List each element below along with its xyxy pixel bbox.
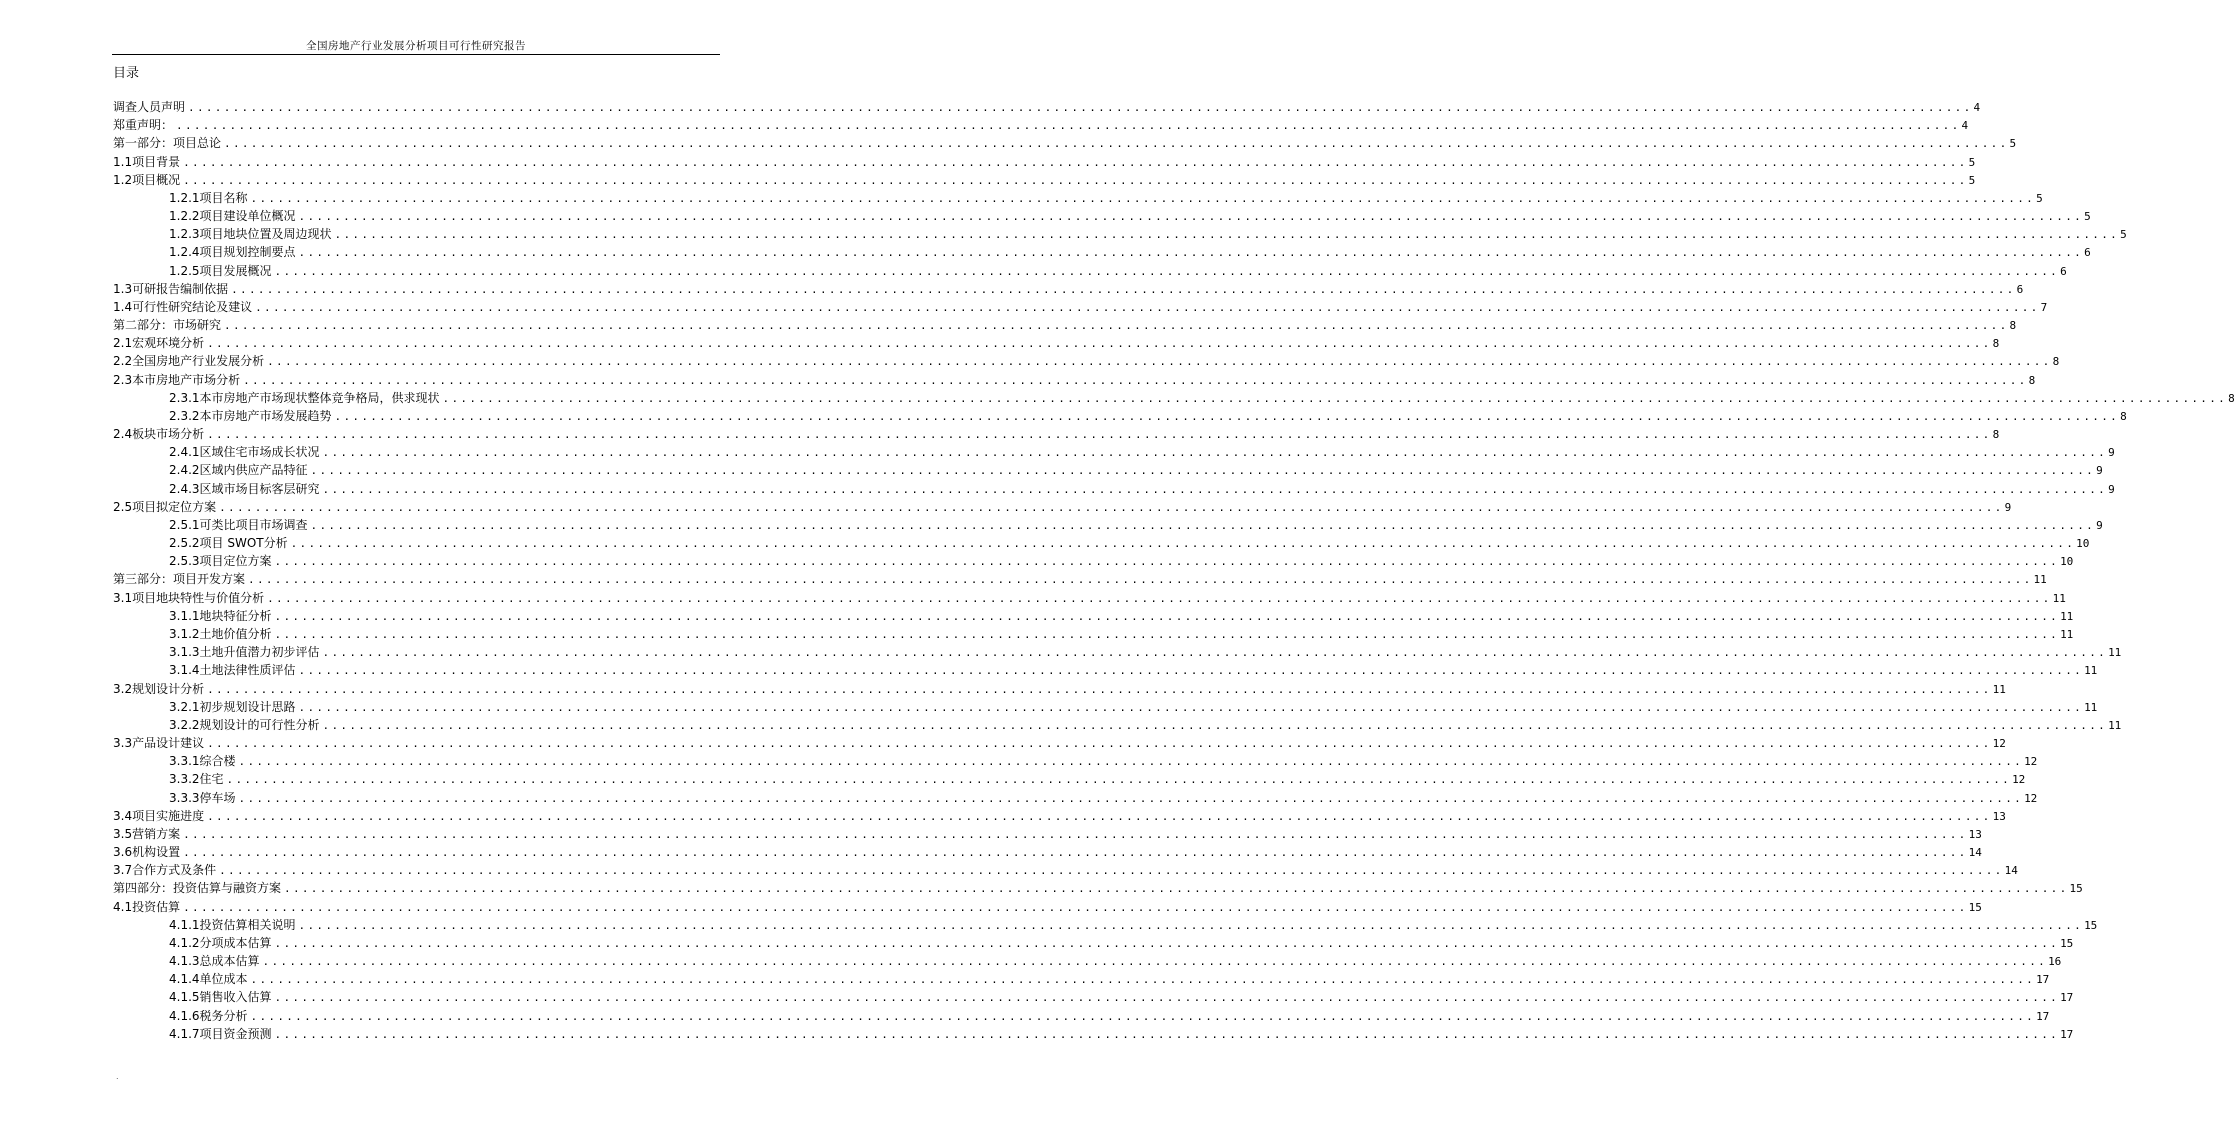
toc-dot-leader: ........................................................................................................................................................................................................ [188,101,1973,114]
toc-entry[interactable] [113,480,2115,498]
toc-page-number: 6 [2060,264,2067,278]
page-header: 全国房地产行业发展分析项目可行性研究报告 [306,40,526,52]
toc-entry-label: 1.4可行性研究结论及建议 [113,299,253,314]
toc-entry-label: 3.3.2住宅 [169,772,224,787]
toc-dot-leader: ........................................................................................................................................................................................................ [298,246,2084,260]
toc-entry-label: 调查人员声明 [113,100,186,114]
toc-page-number: 15 [2060,936,2074,950]
toc-dot-leader: ........................................................................................................................................................................................................ [183,827,1968,841]
toc-entry[interactable] [113,916,2098,934]
toc-dot-leader: ........................................................................................................................................................................................................ [250,1009,2036,1023]
toc-entry[interactable] [113,153,1976,171]
toc-entry[interactable] [113,807,2006,825]
toc-entry-label: 3.3产品设计建议 [113,736,205,751]
toc-entry-label: 3.1.1地块特征分析 [169,608,272,623]
toc-entry[interactable] [113,625,2074,643]
toc-entry[interactable] [113,425,2000,443]
toc-entry-label: 1.2.1项目名称 [169,190,248,205]
toc-page-number: 12 [1992,737,2006,751]
toc-dot-leader: ........................................................................................................................................................................................................ [219,864,2004,878]
toc-page-number: 8 [2009,319,2017,333]
toc-dot-leader: ........................................................................................................................................................................................................ [290,537,2076,551]
toc-dot-leader: ........................................................................................................................................................................................................ [274,936,2060,950]
toc-page-number: 9 [2108,482,2115,496]
toc-entry[interactable] [113,934,2074,952]
toc-dot-leader: ........................................................................................................................................................................................................ [262,955,2048,969]
toc-dot-leader: ........................................................................................................................................................................................................ [298,700,2084,714]
toc-entry-label: 第三部分：项目开发方案 [113,572,246,587]
toc-dot-leader: ........................................................................................................................................................................................................ [310,464,2096,478]
toc-entry[interactable] [113,443,2115,461]
toc-page-number: 10 [2076,537,2090,551]
toc-page-number: 15 [2069,882,2083,896]
toc-page-number: 9 [2004,500,2012,514]
toc-entry[interactable] [113,825,1982,843]
toc-entry[interactable] [113,843,1982,861]
toc-entry-label: 4.1.3总成本估算 [169,954,260,969]
toc-entry[interactable] [113,316,2017,334]
toc-page-number: 15 [2084,918,2098,932]
toc-entry[interactable] [113,98,1981,116]
toc-page-number: 11 [2084,700,2098,714]
toc-page-number: 14 [2004,864,2018,878]
toc-dot-leader: ........................................................................................................................................................................................................ [219,500,2004,514]
toc-entry-label: 2.5.3项目定位方案 [169,554,272,569]
toc-dot-leader: ........................................................................................................................................................................................................ [442,391,2228,405]
toc-page-number: 11 [2060,609,2074,623]
toc-entry[interactable] [113,988,2074,1006]
toc-entry-label: 3.3.3停车场 [169,790,236,805]
toc-entry-label: 1.2.2项目建设单位概况 [169,209,296,224]
toc-dot-leader: ........................................................................................................................................................................................................ [310,518,2096,532]
toc-dot-leader: ........................................................................................................................................................................................................ [322,482,2108,496]
toc-entry[interactable] [113,298,2048,316]
toc-page-number: 8 [2028,373,2036,387]
toc-entry-label: 3.5营销方案 [113,826,181,841]
toc-page-number: 17 [2060,1027,2074,1041]
toc-dot-leader: ........................................................................................................................................................................................................ [298,210,2084,224]
toc-dot-leader: ........................................................................................................................................................................................................ [298,918,2084,932]
toc-entry[interactable] [113,243,2091,261]
toc-entry-label: 2.3本市房地产市场分析 [113,372,241,387]
toc-entry-label: 3.4项目实施进度 [113,808,205,823]
toc-entry[interactable] [113,770,2026,788]
toc-entry-label: 2.3.2本市房地产市场发展趋势 [169,408,332,423]
toc-dot-leader: ........................................................................................................................................................................................................ [250,191,2036,205]
toc-entry[interactable] [113,407,2127,425]
toc-entry[interactable] [113,189,2043,207]
toc-entry[interactable] [113,789,2038,807]
toc-page-number: 4 [1961,119,1969,133]
toc-dot-leader: ........................................................................................................................................................................................................ [183,155,1968,169]
toc-entry[interactable] [113,262,2067,280]
toc-entry[interactable] [113,607,2074,625]
toc-page-number: 8 [2120,409,2127,423]
toc-entry[interactable] [113,879,2083,897]
toc-dot-leader: ........................................................................................................................................................................................................ [224,137,2009,151]
toc-entry-label: 2.4.3区域市场目标客层研究 [169,481,320,496]
toc-entry[interactable] [113,134,2017,152]
toc-entry-label: 1.1项目背景 [113,154,181,169]
toc-dot-leader: ........................................................................................................................................................................................................ [224,319,2009,333]
toc-entry-label: 2.5项目拟定位方案 [113,499,217,514]
toc-entry-label: 2.1宏观环境分析 [113,336,205,351]
toc-entry-label: 4.1.2分项成本估算 [169,935,272,950]
footer-mark: . [116,1072,119,1081]
toc-page-number: 5 [2120,228,2127,242]
toc-page-number: 11 [2033,573,2047,587]
toc-entry[interactable] [113,116,1969,134]
toc-entry-label: 2.3.1本市房地产市场现状整体竞争格局，供求现状 [169,390,440,405]
toc-page-number: 6 [2084,246,2091,260]
header-divider [112,54,720,55]
toc-entry[interactable] [113,570,2047,588]
toc-page-number: 9 [2108,446,2115,460]
toc-entry-label: 3.1.4土地法律性质评估 [169,663,296,678]
toc-dot-leader: ........................................................................................................................................................................................................ [238,755,2024,769]
toc-entry-label: 1.2.3项目地块位置及周边现状 [169,227,332,242]
toc-page-number: 8 [1992,337,2000,351]
toc-page-number: 11 [2108,718,2122,732]
toc-dot-leader: ........................................................................................................................................................................................................ [322,718,2108,732]
toc-entry[interactable] [113,898,1982,916]
toc-entry-label: 第二部分：市场研究 [113,318,222,333]
toc-entry-label: 2.4板块市场分析 [113,427,205,442]
toc-entry[interactable] [113,371,2036,389]
toc-page-number: 13 [1968,827,1982,841]
toc-entry[interactable] [113,680,2006,698]
toc-page-number: 5 [2009,137,2017,151]
toc-entry-label: 2.4.2区域内供应产品特征 [169,463,308,478]
toc-page-number: 9 [2096,464,2103,478]
toc-entry[interactable] [113,461,2103,479]
toc-page-number: 6 [2016,282,2024,296]
toc-dot-leader: ........................................................................................................................................................................................................ [207,809,1992,823]
toc-dot-leader: ........................................................................................................................................................................................................ [322,446,2108,460]
toc-dot-leader: ........................................................................................................................................................................................................ [298,664,2084,678]
toc-entry-label: 4.1.7项目资金预测 [169,1026,272,1041]
toc-entry[interactable] [113,534,2090,552]
toc-page-number: 8 [2052,355,2060,369]
toc-entry[interactable] [113,752,2038,770]
toc-entry[interactable] [113,171,1976,189]
toc-dot-leader: ........................................................................................................................................................................................................ [207,337,1992,351]
toc-page-number: 12 [2024,791,2038,805]
toc-page-number: 15 [1968,900,1982,914]
toc-dot-leader: ........................................................................................................................................................................................................ [248,573,2033,587]
toc-dot-leader: ........................................................................................................................................................................................................ [274,264,2060,278]
toc-dot-leader: ........................................................................................................................................................................................................ [274,555,2060,569]
toc-page-number: 4 [1973,101,1981,114]
toc-entry[interactable] [113,516,2103,534]
toc-page-number: 5 [1968,155,1976,169]
toc-page-number: 11 [2084,664,2098,678]
toc-dot-leader: ........................................................................................................................................................................................................ [183,846,1968,860]
toc-dot-leader: ........................................................................................................................................................................................................ [231,282,2016,296]
toc-entry[interactable] [113,352,2060,370]
toc-page-number: 11 [2052,591,2066,605]
toc-entry[interactable] [113,552,2074,570]
toc-page-number: 7 [2040,300,2048,314]
toc-page-number: 12 [2024,755,2038,769]
toc-title: 目录 [113,66,140,81]
toc-entry[interactable] [113,207,2091,225]
toc-dot-leader: ........................................................................................................................................................................................................ [322,646,2108,660]
toc-entry-label: 2.2全国房地产行业发展分析 [113,354,265,369]
toc-entry[interactable] [113,498,2012,516]
toc-entry-label: 1.2.5项目发展概况 [169,263,272,278]
toc-dot-leader: ........................................................................................................................................................................................................ [267,355,2052,369]
toc-page-number: 5 [2084,210,2091,224]
toc-page-number: 14 [1968,846,1982,860]
toc-dot-leader: ........................................................................................................................................................................................................ [274,991,2060,1005]
toc-dot-leader: ........................................................................................................................................................................................................ [267,591,2052,605]
toc-entry-label: 2.4.1区域住宅市场成长状况 [169,445,320,460]
toc-entry-label: 第四部分：投资估算与融资方案 [113,881,282,896]
toc-dot-leader: ........................................................................................................................................................................................................ [176,119,1961,133]
toc-entry[interactable] [113,280,2024,298]
toc-entry[interactable] [113,334,2000,352]
toc-dot-leader: ........................................................................................................................................................................................................ [207,682,1992,696]
toc-entry-label: 1.2项目概况 [113,172,181,187]
toc-entry-label: 3.2.1初步规划设计思路 [169,699,296,714]
toc-page-number: 11 [2108,646,2122,660]
toc-dot-leader: ........................................................................................................................................................................................................ [183,173,1968,187]
toc-entry[interactable] [113,970,2050,988]
toc-dot-leader: ........................................................................................................................................................................................................ [334,228,2120,242]
toc-page-number: 17 [2060,991,2074,1005]
toc-dot-leader: ........................................................................................................................................................................................................ [274,627,2060,641]
toc-entry[interactable] [113,1007,2050,1025]
toc-entry[interactable] [113,389,2235,407]
toc-entry[interactable] [113,734,2006,752]
toc-entry[interactable] [113,643,2122,661]
toc-entry-label: 3.1项目地块特性与价值分析 [113,590,265,605]
toc-entry[interactable] [113,952,2062,970]
toc-page-number: 9 [2096,518,2103,532]
toc-entry[interactable] [113,1025,2074,1043]
toc-entry-label: 4.1.5销售收入估算 [169,990,272,1005]
toc-dot-leader: ........................................................................................................................................................................................................ [274,609,2060,623]
toc-dot-leader: ........................................................................................................................................................................................................ [250,973,2036,987]
toc-page-number: 8 [2228,391,2235,405]
toc-entry-label: 1.3可研报告编制依据 [113,281,229,296]
toc-page-number: 17 [2036,973,2050,987]
toc-dot-leader: ........................................................................................................................................................................................................ [207,737,1992,751]
toc-entry[interactable] [113,589,2066,607]
toc-entry-label: 4.1.1投资估算相关说明 [169,917,296,932]
toc-entry[interactable] [113,225,2127,243]
toc-page-number: 5 [2036,191,2043,205]
toc-dot-leader: ........................................................................................................................................................................................................ [255,300,2040,314]
toc-entry-label: 3.3.1综合楼 [169,754,236,769]
toc-page-number: 10 [2060,555,2074,569]
toc-entry-label: 3.2.2规划设计的可行性分析 [169,717,320,732]
toc-page-number: 11 [2060,627,2074,641]
table-of-contents [113,98,2235,1043]
toc-page-number: 17 [2036,1009,2050,1023]
toc-dot-leader: ........................................................................................................................................................................................................ [238,791,2024,805]
toc-entry-label: 2.5.2项目 SWOT分析 [169,536,288,551]
toc-page-number: 12 [2012,773,2026,787]
toc-entry-label: 1.2.4项目规划控制要点 [169,245,296,260]
toc-entry-label: 3.6机构设置 [113,845,181,860]
toc-dot-leader: ........................................................................................................................................................................................................ [274,1027,2060,1041]
toc-entry[interactable] [113,716,2122,734]
toc-page-number: 16 [2048,955,2062,969]
toc-page-number: 13 [1992,809,2006,823]
toc-entry-label: 4.1.6税务分析 [169,1008,248,1023]
toc-entry-label: 3.2规划设计分析 [113,681,205,696]
toc-entry-label: 郑重声明： [113,118,174,133]
toc-dot-leader: ........................................................................................................................................................................................................ [207,428,1992,442]
toc-entry-label: 3.1.3土地升值潜力初步评估 [169,645,320,660]
toc-page-number: 5 [1968,173,1976,187]
toc-dot-leader: ........................................................................................................................................................................................................ [284,882,2069,896]
toc-page-number: 8 [1992,428,2000,442]
toc-dot-leader: ........................................................................................................................................................................................................ [226,773,2012,787]
toc-entry[interactable] [113,861,2018,879]
toc-dot-leader: ........................................................................................................................................................................................................ [334,409,2120,423]
toc-entry-label: 2.5.1可类比项目市场调查 [169,517,308,532]
toc-entry-label: 3.7合作方式及条件 [113,863,217,878]
toc-entry[interactable] [113,661,2098,679]
toc-dot-leader: ........................................................................................................................................................................................................ [183,900,1968,914]
toc-page-number: 11 [1992,682,2006,696]
toc-entry-label: 4.1投资估算 [113,899,181,914]
toc-entry-label: 3.1.2土地价值分析 [169,626,272,641]
toc-entry-label: 第一部分：项目总论 [113,136,222,151]
toc-entry-label: 4.1.4单位成本 [169,972,248,987]
toc-entry[interactable] [113,698,2098,716]
toc-dot-leader: ........................................................................................................................................................................................................ [243,373,2028,387]
